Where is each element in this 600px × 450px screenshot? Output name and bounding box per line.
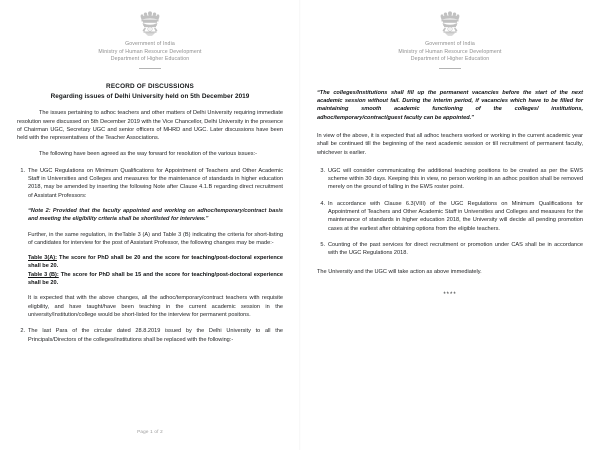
letterhead-divider (139, 68, 161, 69)
letterhead-line-3: Department of Higher Education (110, 56, 190, 63)
letterhead-line-1: Government of India (425, 41, 475, 47)
ashoka-emblem-icon (437, 10, 463, 40)
document-page-2 (300, 0, 600, 450)
item4-text: In accordance with Clause 6.3(VIII) of the UGC Regulations on Minimum Qualifications for Appointment of Teachers and Other Academic Staff in Universities and Colleges and measures for the maintenance of standards in higher education 2018, the University will decide all pending promotion cases at the earliest after obtaining options from the eligible teachers. (328, 200, 583, 232)
table-3b-label: Table 3 (B): (28, 271, 59, 278)
table-3a-label: Table 3(A): (28, 255, 57, 262)
list-item (317, 241, 583, 258)
letterhead-line-3: Department of Higher Education (410, 56, 490, 63)
list-item-body (28, 167, 283, 319)
table-3a-text: The score for PhD shall be 20 and the score for teaching/post-doctoral experience shall be 20. (28, 255, 283, 270)
closing-paragraph: The University and the UGC will take action as above immediately. (317, 268, 482, 275)
list-item (317, 200, 583, 233)
item2-text: The last Para of the circular dated 28.8.2019 issued by the Delhi University to all the Principals/Directors of the colleges/institutions shall be replaced with the following:- (28, 328, 283, 343)
in-view-paragraph: In view of the above, it is expected that all adhoc teachers worked or working in the current academic year shall be continued till the beginning of the next academic session or till recruitment of permanent faculty, whichever is earlier. (317, 132, 583, 156)
item1-expected: It is expected that with the above changes, all the adhoc/temporary/contract teachers with requisite eligbility, and have taught/have been teaching in the current academic session in the university/Institution/college would be short-listed for the interview for permanent positons. (28, 295, 283, 318)
list-item-number: 4. (320, 200, 325, 207)
table-scores-block (28, 254, 283, 287)
list-item-number: 2. (20, 328, 25, 335)
item1-text: The UGC Regulations on Minimum Qualifications for Appointment of Teachers and Other Academic Staff in Universities and Colleges and measures for the maintenance of standards in higher education 2018, may be amended by inserting the following Note after Clause 4.1.B regarding direct recruitment of Assistant Professors: (28, 167, 283, 199)
item5-text: Counting of the past services for direct recruitment or promotion under CAS shall be in accordance with the UGC Regulations 2018. (328, 241, 583, 257)
intro-paragraph: The issues pertaining to adhoc teachers and other matters of Delhi University requiring immediate resolution were discussed on 5th December 2019 with the Vice Chancellor, Delhi University in the presence of Chairman UGC, Secretary UGC and senior officers of MHRD and UGC. Later discussions have been held with the representatives of the Teacher Associations. (17, 110, 283, 142)
letterhead-left (17, 10, 283, 69)
item3-text: UGC will consider communicating the additional teaching positions to be created as per the EWS scheme within 30 days. Keeping this in view, no person working in an adhoc position shall be removed merely on the ground of falling in the EWS roster point. (328, 167, 583, 191)
list-item-number: 3. (320, 167, 325, 174)
numbered-list-page-2 (317, 167, 583, 258)
list-item (17, 327, 283, 344)
letterhead-divider (439, 68, 461, 69)
list-item (17, 167, 283, 319)
list-item (317, 167, 583, 192)
list-item-number: 5. (320, 241, 325, 248)
page-footer-1: Page 1 of 2 (137, 429, 163, 434)
page-subtitle: Regarding issues of Delhi University held on 5th December 2019 (50, 93, 250, 101)
table-3a-line (28, 254, 283, 271)
table-3b-text: The score for PhD shall be 15 and the score for teaching/post-doctoral experience shall be 20. (28, 271, 283, 287)
table-3b-line (28, 271, 283, 288)
item1-quote: “Note 2: Provided that the faculty appointed and working on adhoc/temporary/contract basis and meeting the eligibility criteria shall be shortlisted for interview.” (28, 207, 283, 223)
end-mark: **** (443, 291, 457, 298)
item1-further: Further, in the same regulation, in theTable 3 (A) and Table 3 (B) indicating the criteria for short-listing of candidates for interview for the post of Assistant Professor, the following changes may be made:- (28, 231, 283, 246)
letterhead-line-2: Ministry of Human Resource Development (98, 48, 202, 55)
circular-quote: “The colleges/Institutions shall fill up the permanent vacancies before the start of the next academic session without fail. During the interim period, if vacancies which have to be filled for maintaining smooth academic functioning of the colleges/ institutions, adhoc/temporary/contract/guest faculty can be appointed.” (317, 89, 583, 121)
letterhead-line-1: Government of India (125, 41, 175, 47)
list-item-number: 1. (20, 167, 25, 174)
page-title: RECORD OF DISCUSSIONS (106, 82, 194, 90)
letterhead-line-2: Ministry of Human Resource Development (398, 48, 502, 55)
agreed-paragraph: The following have been agreed as the way forward for resolution of the various issues:- (39, 151, 257, 158)
ashoka-emblem-icon (137, 10, 163, 40)
numbered-list-page-1 (17, 167, 283, 344)
letterhead-right (317, 10, 583, 69)
